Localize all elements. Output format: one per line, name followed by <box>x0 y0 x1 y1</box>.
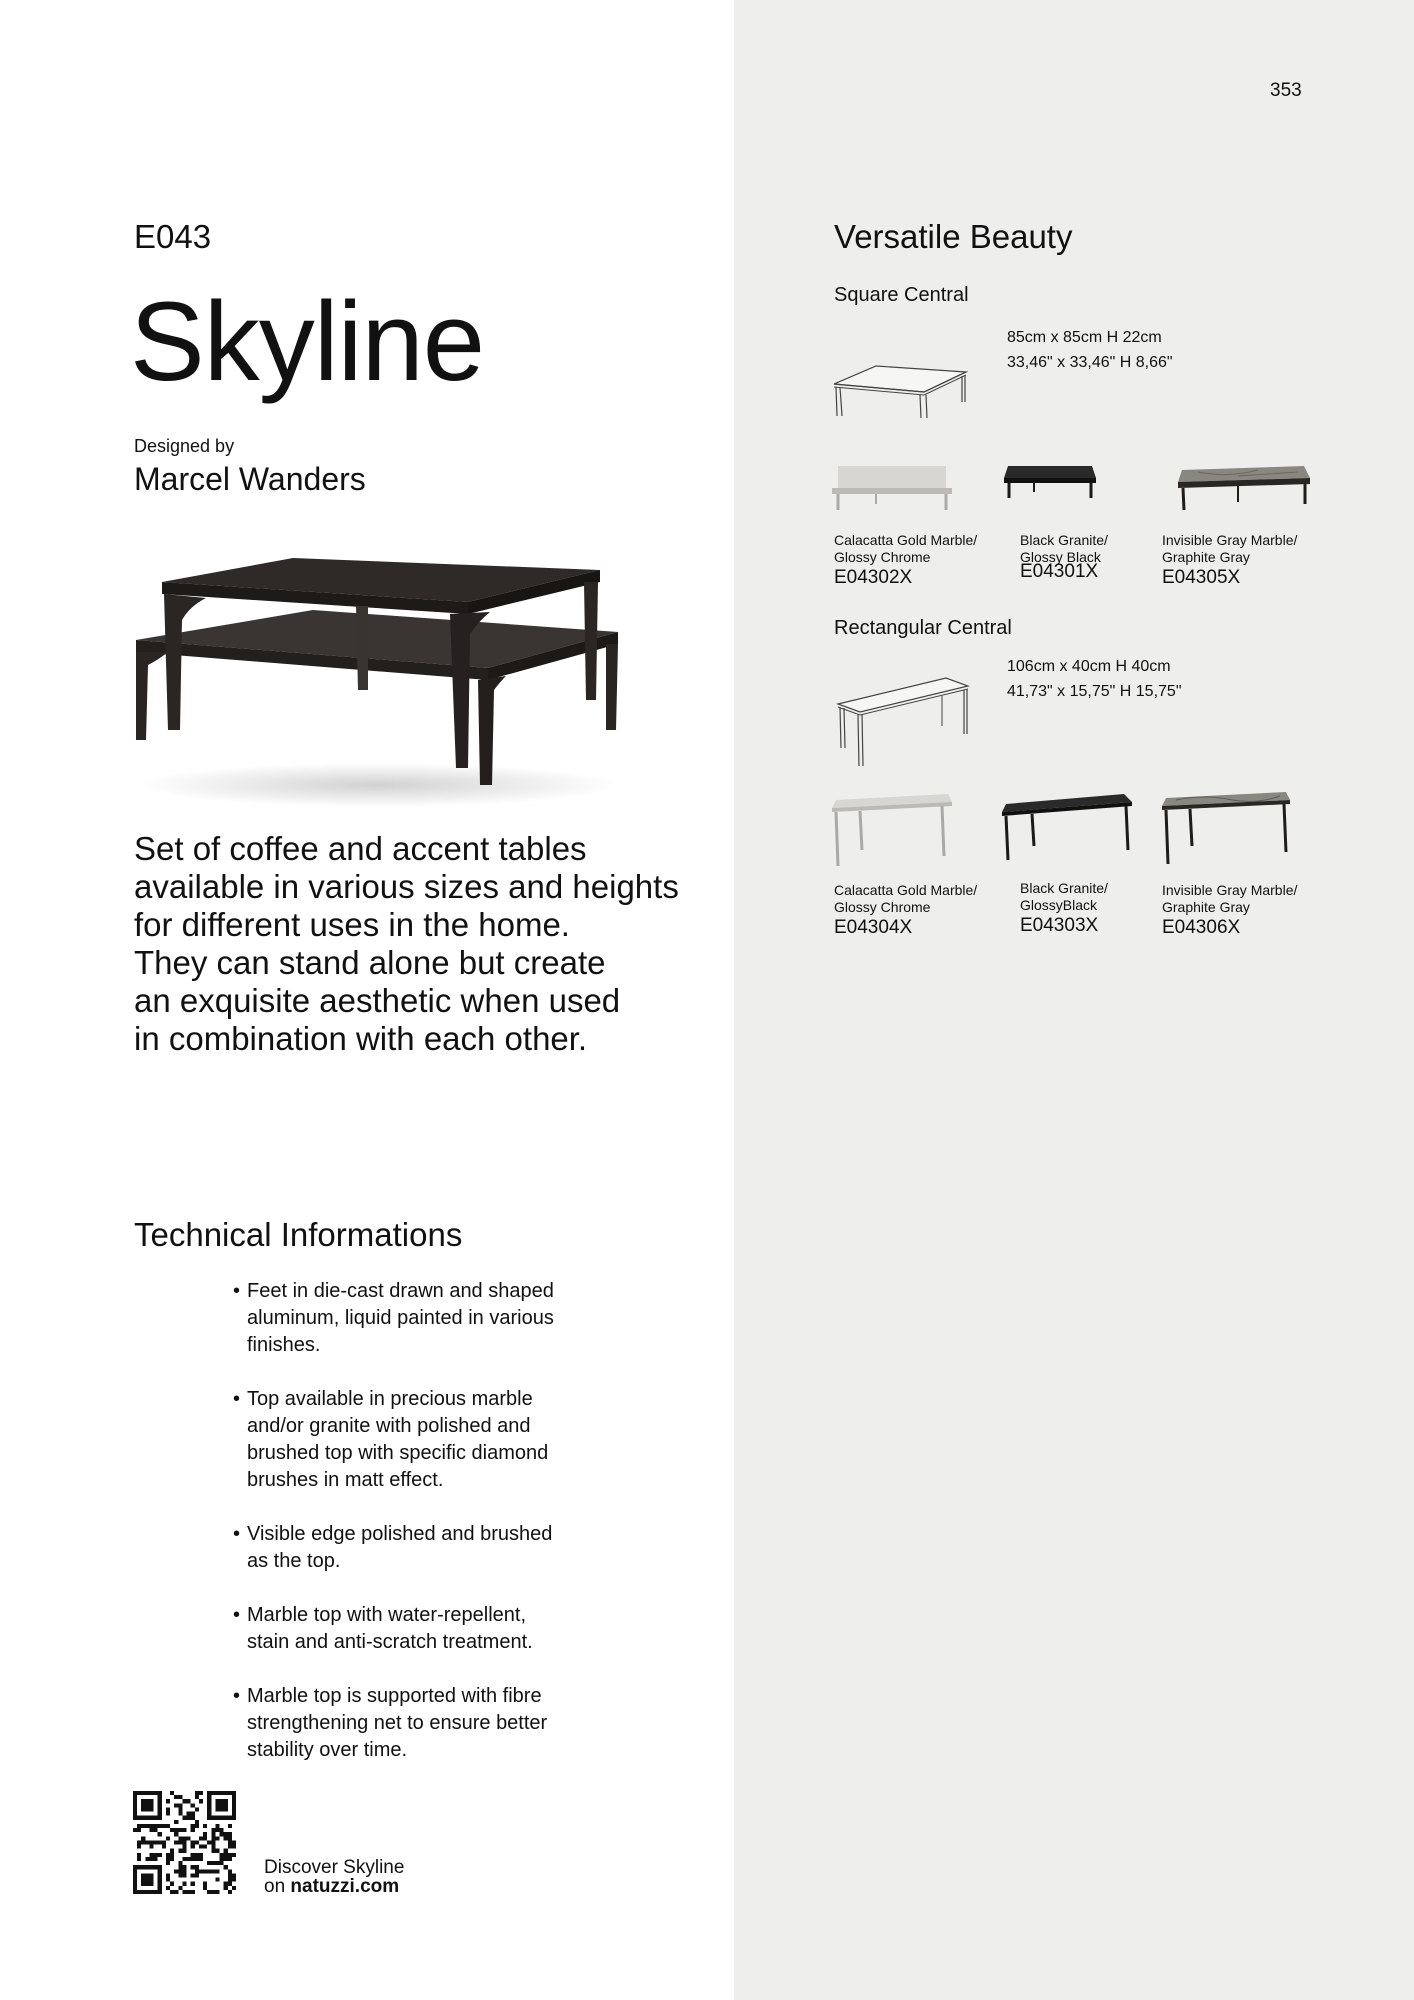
square-variant-image <box>1004 462 1096 502</box>
variant-material: Calacatta Gold Marble/ <box>834 532 978 548</box>
variant-finish: Glossy Black <box>1020 549 1101 565</box>
bullet-icon: • <box>233 1604 241 1626</box>
variant-label <box>1020 880 1180 914</box>
technical-item-line: strengthening net to ensure better <box>247 1712 548 1734</box>
rect-table-line-drawing <box>836 676 970 768</box>
discover-text: Discover Skyline <box>264 1857 405 1878</box>
description-line: Set of coffee and accent tables <box>134 830 587 867</box>
variant-code: E04306X <box>1162 917 1241 938</box>
variant-material: Invisible Gray Marble/ <box>1162 882 1298 898</box>
technical-item-line: stain and anti-scratch treatment. <box>247 1631 533 1653</box>
product-title: Skyline <box>130 279 485 404</box>
hero-table-image <box>128 540 628 810</box>
technical-heading: Technical Informations <box>134 1216 463 1253</box>
bullet-icon: • <box>233 1388 241 1410</box>
square-variant-image <box>1178 464 1310 514</box>
technical-item-line: aluminum, liquid painted in various <box>247 1307 554 1329</box>
discover-link-line <box>264 1876 399 1898</box>
technical-item-line: and/or granite with polished and <box>247 1415 531 1437</box>
rect-dims-in: 41,73" x 15,75" H 15,75" <box>1007 683 1182 700</box>
square-central-heading: Square Central <box>834 284 969 306</box>
variant-code: E04303X <box>1020 915 1099 936</box>
technical-item-line: Visible edge polished and brushed <box>247 1523 553 1545</box>
technical-item <box>233 1521 613 1575</box>
variant-finish: Graphite Gray <box>1162 549 1250 565</box>
description-line: available in various sizes and heights <box>134 868 679 905</box>
variant-finish: Glossy Chrome <box>834 549 931 565</box>
technical-item <box>233 1602 613 1656</box>
variant-material: Black Granite/ <box>1020 880 1108 896</box>
technical-item-line: Marble top with water-repellent, <box>247 1604 527 1626</box>
bullet-icon: • <box>233 1523 241 1545</box>
variant-label <box>834 532 994 566</box>
bullet-icon: • <box>233 1685 241 1707</box>
square-variant-image <box>832 460 952 512</box>
technical-item-line: stability over time. <box>247 1739 408 1761</box>
rect-dims-cm: 106cm x 40cm H 40cm <box>1007 658 1171 675</box>
discover-prefix: on <box>264 1876 291 1897</box>
technical-item <box>233 1683 613 1764</box>
versatile-heading: Versatile Beauty <box>834 218 1073 255</box>
square-dims-cm: 85cm x 85cm H 22cm <box>1007 329 1162 346</box>
variant-material: Black Granite/ <box>1020 532 1108 548</box>
technical-item <box>233 1386 613 1494</box>
variant-label <box>1162 882 1322 916</box>
product-description <box>134 830 694 1058</box>
rect-variant-image <box>832 790 952 870</box>
bullet-icon: • <box>233 1280 241 1302</box>
square-dimensions <box>1007 325 1173 375</box>
variant-code: E04305X <box>1162 567 1241 588</box>
product-code: E043 <box>134 218 212 255</box>
rect-variant-image <box>1002 790 1132 864</box>
rect-dimensions <box>1007 654 1182 704</box>
square-table-line-drawing <box>832 362 968 422</box>
technical-list <box>233 1278 613 1791</box>
variant-finish: Graphite Gray <box>1162 899 1250 915</box>
variant-label <box>1162 532 1322 566</box>
square-dims-in: 33,46" x 33,46" H 8,66" <box>1007 354 1173 371</box>
description-line: They can stand alone but create <box>134 944 606 981</box>
qr-code-icon[interactable] <box>133 1791 236 1894</box>
variant-code: E04304X <box>834 917 913 938</box>
rect-variant-image <box>1162 788 1290 868</box>
technical-item <box>233 1278 613 1359</box>
technical-item-line: Top available in precious marble <box>247 1388 533 1410</box>
rect-central-heading: Rectangular Central <box>834 617 1012 639</box>
technical-item-line: as the top. <box>247 1550 341 1572</box>
technical-item-line: finishes. <box>247 1334 321 1356</box>
page-number: 353 <box>1270 80 1302 101</box>
variant-finish: GlossyBlack <box>1020 897 1098 913</box>
technical-item-line: Feet in die-cast drawn and shaped <box>247 1280 554 1302</box>
variant-label <box>834 882 994 916</box>
description-line: in combination with each other. <box>134 1020 588 1057</box>
variant-material: Calacatta Gold Marble/ <box>834 882 978 898</box>
variant-material: Invisible Gray Marble/ <box>1162 532 1298 548</box>
description-line: an exquisite aesthetic when used <box>134 982 621 1019</box>
technical-item-line: Marble top is supported with fibre <box>247 1685 542 1707</box>
variant-code: E04302X <box>834 567 913 588</box>
website-link[interactable]: natuzzi.com <box>290 1876 400 1897</box>
variant-code: E04301X <box>1020 561 1099 582</box>
designed-by-label: Designed by <box>134 436 235 456</box>
technical-item-line: brushes in matt effect. <box>247 1469 444 1491</box>
description-line: for different uses in the home. <box>134 906 570 943</box>
designer-name: Marcel Wanders <box>134 461 366 497</box>
technical-item-line: brushed top with specific diamond <box>247 1442 549 1464</box>
variant-finish: Glossy Chrome <box>834 899 931 915</box>
